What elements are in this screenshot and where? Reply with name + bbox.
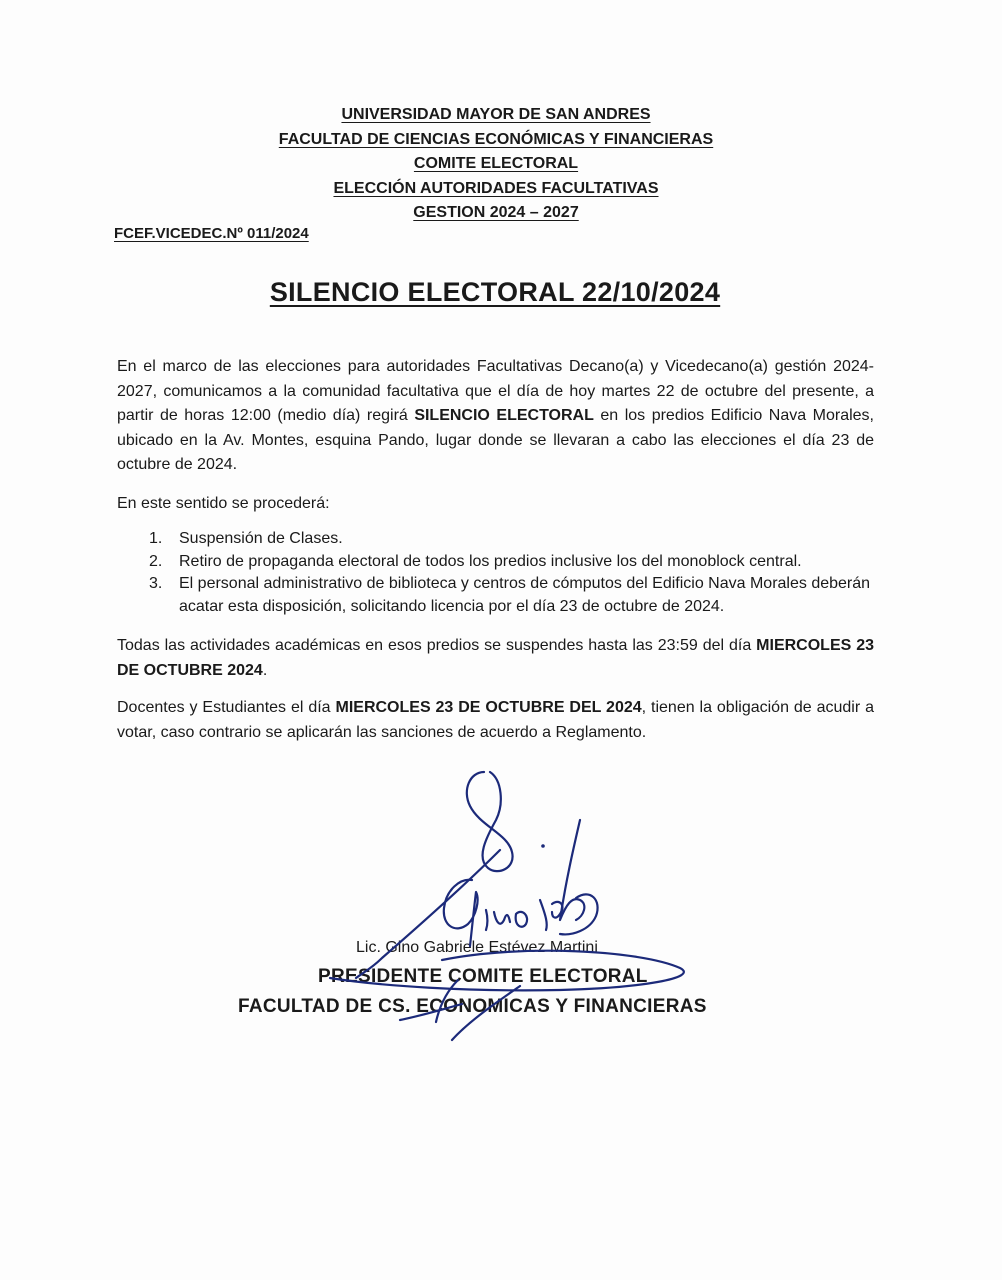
election-name: ELECCIÓN AUTORIDADES FACULTATIVAS [333, 179, 659, 197]
management-period: GESTION 2024 – 2027 [413, 204, 579, 221]
intro-text-2: en los predios Edificio Nava Morales, ubicado en la Av. Montes, esquina Pando, lugar donde se llevaran a cabo las elecciones el día 23 de octubre de 2024. [117, 407, 874, 473]
activities-paragraph [117, 634, 874, 683]
list-text: Retiro de propaganda electoral de todos los predios inclusive los del monoblock central. [179, 552, 802, 570]
intro-bold-text: SILENCIO ELECTORAL [414, 407, 594, 424]
obligation-bold-text: MIERCOLES 23 DE OCTUBRE DEL 2024 [335, 699, 642, 716]
signature-stroke [356, 850, 500, 978]
signature-stroke [560, 820, 584, 920]
signer-role: PRESIDENTE COMITE ELECTORAL [318, 966, 648, 987]
letterhead [0, 103, 992, 226]
signature-stroke [486, 910, 527, 930]
signature-stroke [444, 880, 478, 946]
signature-stroke [560, 894, 598, 934]
activities-bold-text: MIERCOLES 23 DE OCTUBRE 2024 [117, 637, 875, 679]
reference-number: FCEF.VICEDEC.Nº 011/2024 [114, 225, 309, 242]
procedure-intro: En este sentido se procederá: [117, 495, 330, 512]
signature-dot [541, 844, 545, 848]
list-text: El personal administrativo de biblioteca y centros de cómputos del Edificio Nava Morales deberán acatar esta disposición, solicitando licencia por el día 23 de octubre de 2024. [179, 575, 871, 615]
signature-stroke [540, 900, 562, 930]
list-number: 3. [149, 575, 163, 592]
list-item [117, 528, 874, 551]
list-item [117, 573, 874, 618]
activities-text-1: Todas las actividades académicas en esos predios se suspendes hasta las 23:59 del día [117, 637, 757, 654]
list-item [117, 551, 874, 574]
signer-faculty: FACULTAD DE CS. ECONOMICAS Y FINANCIERAS [238, 996, 707, 1017]
list-number: 2. [149, 552, 163, 570]
obligation-text-2: , tienen la obligación de acudir a votar, caso contrario se aplicarán las sanciones de acuerdo a Reglamento. [117, 699, 874, 741]
activities-text-2: . [262, 661, 268, 679]
faculty-name: FACULTAD DE CIENCIAS ECONÓMICAS Y FINANCIERAS [278, 130, 714, 148]
intro-text-1: En el marco de las elecciones para autoridades Facultativas Decano(a) y Vicedecano(a) gestión 2024-2027, comunicamos a la comunidad facultativa que el día de hoy martes 22 de octubre del presente, a partir de horas 12:00 (medio día) regirá [117, 358, 874, 424]
intro-paragraph [117, 355, 874, 478]
signature-stroke [467, 772, 513, 871]
committee-name: COMITE ELECTORAL [413, 155, 579, 172]
signer-name: Lic. Gino Gabriele Estévez Martini [356, 939, 598, 956]
document-title: SILENCIO ELECTORAL 22/10/2024 [269, 277, 721, 307]
list-text: Suspensión de Clases. [179, 530, 343, 547]
obligation-paragraph [117, 696, 874, 745]
university-name: UNIVERSIDAD MAYOR DE SAN ANDRES [341, 106, 651, 123]
list-number: 1. [149, 530, 163, 547]
obligation-text-1: Docentes y Estudiantes el día [117, 699, 336, 716]
measures-list [117, 528, 874, 618]
